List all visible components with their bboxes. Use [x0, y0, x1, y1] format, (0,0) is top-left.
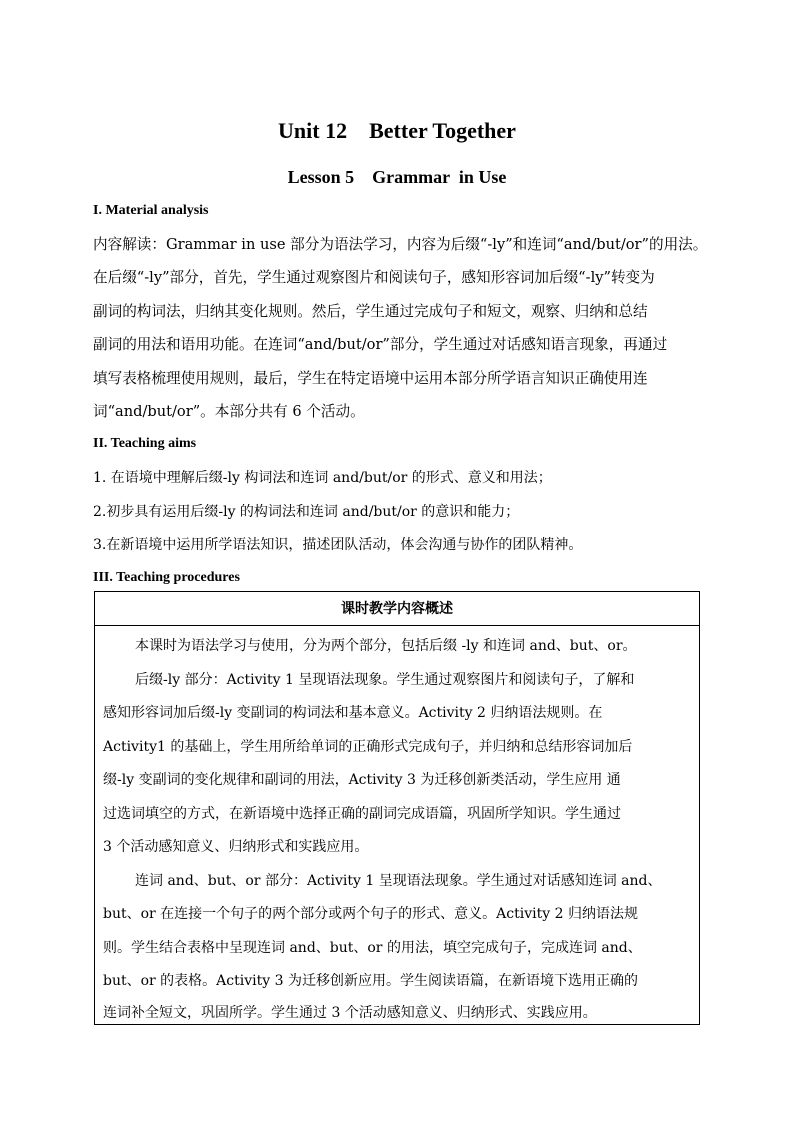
procedures-line: 则。学生结合表格中呈现连词 and、but、or 的用法，填空完成句子，完成连词 and、: [103, 940, 642, 956]
unit-title: Unit 12 Better Together: [278, 118, 516, 143]
procedures-line: but、or 的表格。Activity 3 为迁移创新应用。学生阅读语篇，在新语境下选用正确的: [103, 973, 638, 989]
section-heading-teaching-aims: II. Teaching aims: [93, 436, 197, 451]
procedures-table: [94, 591, 700, 1025]
teaching-aim-item: 2.初步具有运用后缀-ly 的构词法和连词 and/but/or 的意识和能力；: [93, 504, 520, 520]
procedures-line: 3 个活动感知意义、归纳形式和实践应用。: [103, 839, 369, 855]
procedures-line: 过选词填空的方式，在新语境中选择正确的副词完成语篇，巩固所学知识。学生通过: [103, 806, 621, 822]
teaching-aim-item: 3.在新语境中运用所学语法知识，描述团队活动，体会沟通与协作的团队精神。: [93, 537, 583, 553]
procedures-line: 本课时为语法学习与使用，分为两个部分，包括后缀 -ly 和连词 and、but、or。: [135, 638, 637, 654]
procedures-line: 连词 and、but、or 部分：Activity 1 呈现语法现象。学生通过对话感知连词 and、: [135, 873, 662, 889]
procedures-line: 后缀-ly 部分：Activity 1 呈现语法现象。学生通过观察图片和阅读句子，了解和: [135, 672, 635, 688]
procedures-table-header: 课时教学内容概述: [95, 592, 699, 626]
procedures-line: 缀-ly 变副词的变化规律和副词的用法，Activity 3 为迁移创新类活动，学生应用 通: [103, 772, 621, 788]
teaching-aim-item: 1. 在语境中理解后缀-ly 构词法和连词 and/but/or 的形式、意义和用法；: [93, 470, 552, 486]
procedures-line: but、or 在连接一个句子的两个部分或两个句子的形式、意义。Activity 2 归纳语法规: [103, 906, 638, 922]
procedures-line: 连词补全短文，巩固所学。学生通过 3 个活动感知意义、归纳形式、实践应用。: [103, 1005, 597, 1021]
procedures-line: Activity1 的基础上，学生用所给单词的正确形式完成句子，并归纳和总结形容词加后: [103, 739, 633, 755]
section-heading-teaching-procedures: III. Teaching procedures: [93, 570, 240, 585]
material-analysis-line: 词“and/but/or”。本部分共有 6 个活动。: [93, 403, 365, 420]
material-analysis-line: 填写表格梳理使用规则，最后，学生在特定语境中运用本部分所学语言知识正确使用连: [93, 370, 648, 387]
material-analysis-line: 副词的构词法，归纳其变化规则。然后，学生通过完成句子和短文，观察、归纳和总结: [93, 303, 648, 320]
material-analysis-line: 在后缀“-ly”部分，首先，学生通过观察图片和阅读句子，感知形容词加后缀“-ly”转变为: [93, 269, 655, 286]
material-analysis-line: 副词的用法和语用功能。在连词“and/but/or”部分，学生通过对话感知语言现象，再通过: [93, 336, 668, 353]
section-heading-material-analysis: I. Material analysis: [93, 203, 209, 218]
material-analysis-line: 内容解读：Grammar in use 部分为语法学习，内容为后缀“-ly”和连词“and/but/or”的用法。: [93, 236, 708, 253]
lesson-title: Lesson 5 Grammar in Use: [287, 167, 507, 187]
procedures-line: 感知形容词加后缀-ly 变副词的构词法和基本意义。Activity 2 归纳语法规则。在: [103, 705, 603, 721]
